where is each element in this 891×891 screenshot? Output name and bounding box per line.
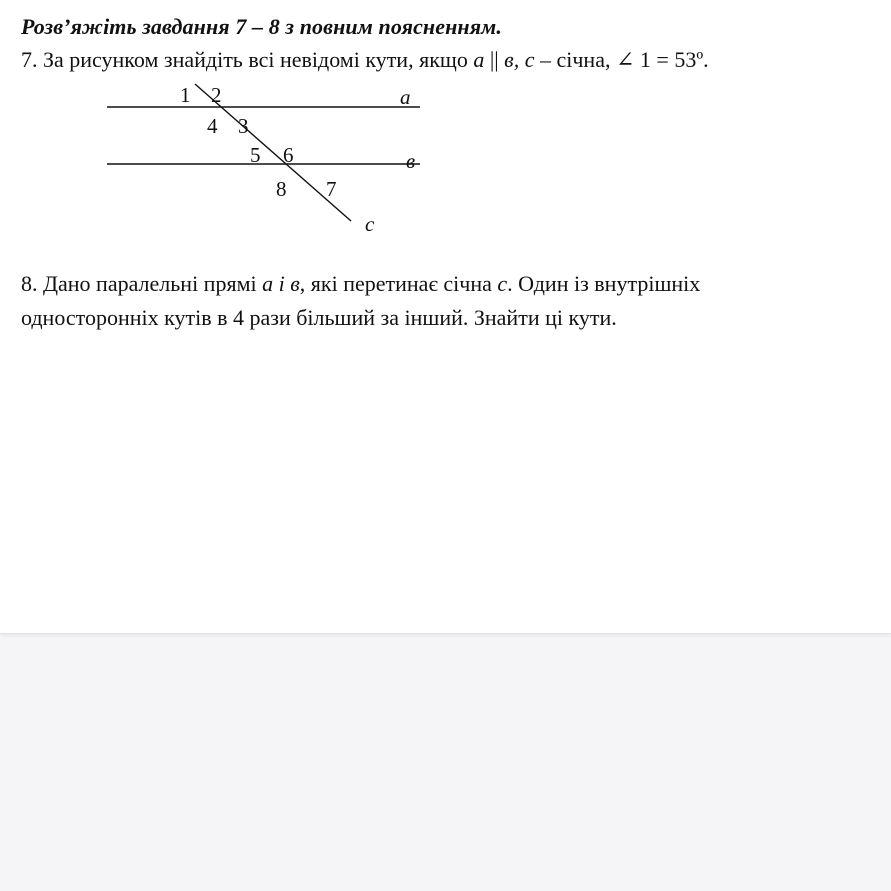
task8-text-line2: односторонніх кутів в 4 рази більший за інший. Знайти ці кути. <box>21 305 617 330</box>
task7-var-b: в, <box>504 47 520 72</box>
angle-label-7: 7 <box>326 177 337 201</box>
angle-label-5: 5 <box>250 143 261 167</box>
task8-var-c: c <box>497 271 508 296</box>
angle-label-3: 3 <box>238 114 249 138</box>
secant-label: c <box>365 212 375 236</box>
task7-angle-sign: ∠ <box>615 47 635 72</box>
parallel-lines-figure <box>0 0 891 260</box>
task8-text-line1 <box>21 271 700 297</box>
task8-var-a: a <box>262 271 274 296</box>
task7-parallel-sign: || <box>489 47 499 72</box>
angle-label-6: 6 <box>283 143 294 167</box>
task8-mid: , які перетинає січна <box>299 271 492 296</box>
task-heading: Розв’яжіть завдання 7 – 8 з повним поясненням. <box>21 14 502 39</box>
task8-prefix: 8. Дано паралельні прямі <box>21 271 257 296</box>
angle-label-2: 2 <box>211 83 222 107</box>
task7-condition: 1 = 53º. <box>639 47 709 72</box>
line-a-label: a <box>400 85 411 109</box>
line-b-label: в <box>406 149 416 173</box>
task7-prefix: 7. За рисунком знайдіть всі невідомі кути, якщо <box>21 47 468 72</box>
task8-var-b: в <box>290 271 300 296</box>
angle-label-4: 4 <box>207 114 218 138</box>
task7-middle: – січна, <box>539 47 611 72</box>
angle-label-1: 1 <box>180 83 191 107</box>
task8-conj: і <box>278 271 285 296</box>
angle-label-8: 8 <box>276 177 287 201</box>
task8-suffix: . Один із внутрішніх <box>507 271 701 296</box>
task7-var-c: c <box>524 47 535 72</box>
task7-var-a: a <box>473 47 485 72</box>
